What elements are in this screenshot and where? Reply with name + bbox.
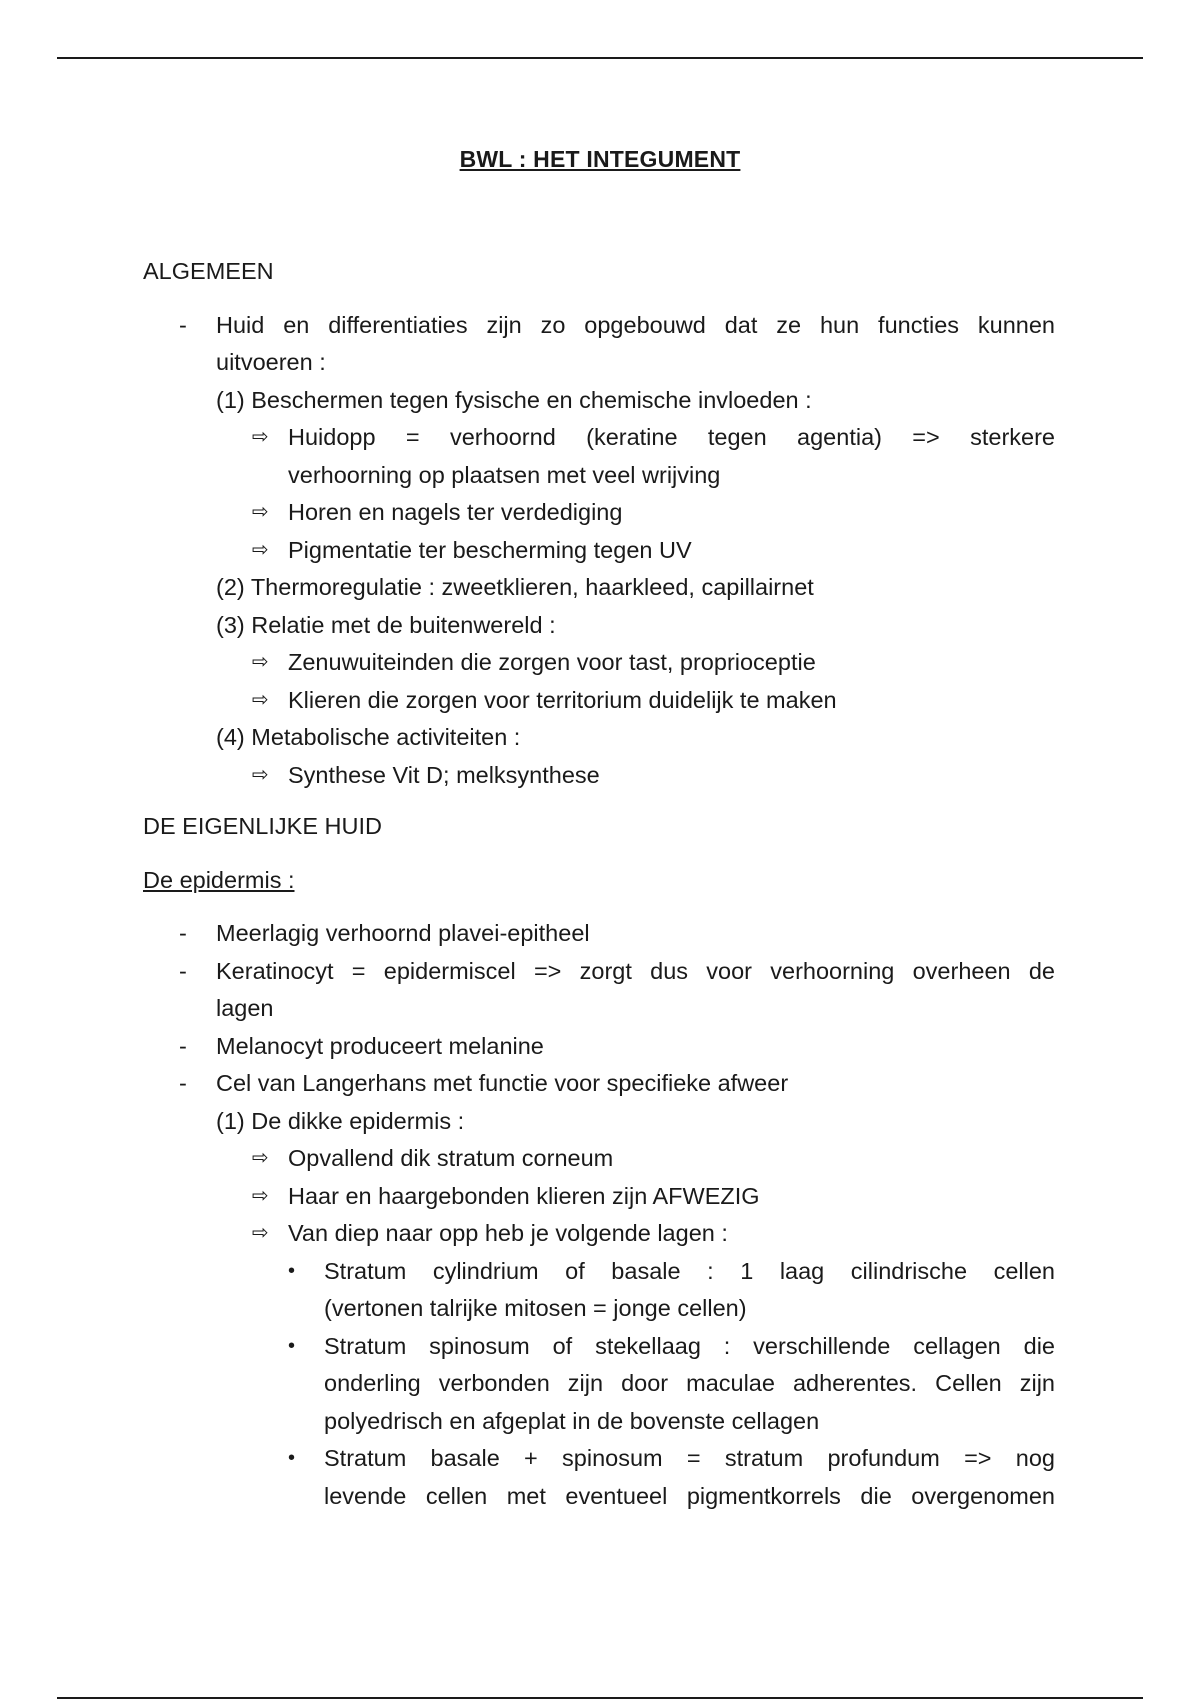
arrow-icon: ⇨ xyxy=(252,1147,269,1169)
arrow-icon: ⇨ xyxy=(252,538,269,561)
arrow-item: ⇨ Zenuwuiteinden die zorgen voor tast, proprioceptie xyxy=(143,644,1055,682)
numbered-item: (1) De dikke epidermis : xyxy=(216,1107,465,1134)
footer-rule xyxy=(57,1697,1143,1699)
bullet-item: • Stratum spinosum of stekellaag : verschillende cellagen die onderling verbonden zijn door maculae adherentes. Cellen zijn polyedrisch en afgeplat in de bovenste cellagen xyxy=(143,1328,1055,1441)
list-item: - Huid en differentiaties zijn zo opgebouwd dat ze hun functies kunnen uitvoeren : xyxy=(143,307,1055,382)
arrow-item: ⇨ Van diep naar opp heb je volgende lagen : xyxy=(143,1215,1055,1253)
arrow-item: ⇨ Huidopp = verhoornd (keratine tegen agentia) => sterkere verhoorning op plaatsen met veel wrijving xyxy=(143,419,1055,494)
dash-bullet-icon: - xyxy=(179,1032,187,1059)
bullet-item: • Stratum cylindrium of basale : 1 laag cilindrische cellen (vertonen talrijke mitosen = jonge cellen) xyxy=(143,1253,1055,1328)
list-item: - Melanocyt produceert melanine xyxy=(143,1028,1055,1066)
numbered-item: (1) Beschermen tegen fysische en chemische invloeden : xyxy=(216,386,812,413)
numbered-item: (2) Thermoregulatie : zweetklieren, haarkleed, capillairnet xyxy=(216,574,814,600)
arrow-icon: ⇨ xyxy=(252,501,269,523)
dash-bullet-icon: - xyxy=(179,920,187,946)
arrow-item: ⇨ Pigmentatie ter bescherming tegen UV xyxy=(143,532,1055,570)
subheading-epidermis: De epidermis : xyxy=(143,866,295,893)
arrow-icon: ⇨ xyxy=(252,688,269,711)
dash-bullet-icon: - xyxy=(179,957,187,984)
bullet-item: • Stratum basale + spinosum = stratum profundum => nog levende cellen met eventueel pigmentkorrels die overgenomen xyxy=(143,1440,1055,1515)
dash-bullet-icon: - xyxy=(179,311,187,338)
arrow-icon: ⇨ xyxy=(252,651,269,673)
arrow-item: ⇨ Horen en nagels ter verdediging xyxy=(143,494,1055,532)
arrow-icon: ⇨ xyxy=(252,426,269,448)
document-title: BWL : HET INTEGUMENT xyxy=(459,146,741,172)
numbered-item: (3) Relatie met de buitenwereld : xyxy=(216,611,556,638)
bullet-icon: • xyxy=(288,1334,296,1357)
arrow-icon: ⇨ xyxy=(252,1184,269,1207)
list-item: - Keratinocyt = epidermiscel => zorgt dus voor verhoorning overheen de lagen xyxy=(143,953,1055,1028)
dash-bullet-icon: - xyxy=(179,1070,187,1096)
arrow-icon: ⇨ xyxy=(252,763,269,786)
document-body xyxy=(143,253,1055,1515)
arrow-item: ⇨ Haar en haargebonden klieren zijn AFWEZIG xyxy=(143,1178,1055,1216)
list-item: - Cel van Langerhans met functie voor specifieke afweer xyxy=(143,1065,1055,1103)
header-rule xyxy=(57,57,1143,59)
section-heading-algemeen: ALGEMEEN xyxy=(143,258,274,284)
arrow-item: ⇨ Opvallend dik stratum corneum xyxy=(143,1140,1055,1178)
arrow-item: ⇨ Synthese Vit D; melksynthese xyxy=(143,757,1055,795)
bullet-icon: • xyxy=(288,1447,296,1469)
section-heading-eigenlijke-huid: DE EIGENLIJKE HUID xyxy=(143,813,382,839)
list-item: - Meerlagig verhoornd plavei-epitheel xyxy=(143,915,1055,953)
bullet-icon: • xyxy=(288,1259,296,1282)
numbered-item: (4) Metabolische activiteiten : xyxy=(216,724,521,750)
arrow-icon: ⇨ xyxy=(252,1222,269,1244)
arrow-item: ⇨ Klieren die zorgen voor territorium duidelijk te maken xyxy=(143,682,1055,720)
